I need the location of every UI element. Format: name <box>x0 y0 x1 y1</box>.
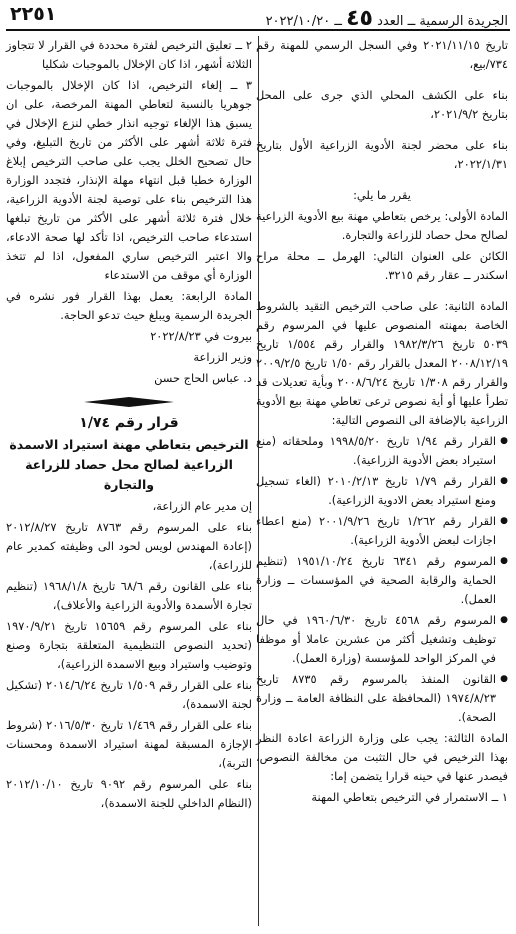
signature-block <box>6 327 252 388</box>
article-one: المادة الأولى: يرخص بتعاطي مهنة بيع الأدوية الزراعية لصالح محل حصاد للزراعة والتجارة. <box>256 209 508 242</box>
page-header <box>0 0 516 30</box>
signature-name: د. عباس الحاج حسن <box>154 371 252 385</box>
paragraph: بناء على محضر لجنة الأدوية الزراعية الأول بتاريخ ٢٠٢٢/١/٣١، <box>256 138 508 171</box>
article-four: المادة الرابعة: يعمل بهذا القرار فور نشره في الجريدة الرسمية ويبلغ حيث تدعو الحاجة. <box>6 289 252 322</box>
article-two: المادة الثانية: على صاحب الترخيص التقيد بالشروط الخاصة بمهنته المنصوص عليها في المرسوم رقم ٥٠٣٩ تاريخ ١٩٨٢/٣/٢٦ والقرار رقم ١/٥٥٤ تاريخ ٢٠٠٨/١٢/١٩ المعدل بالقرار رقم ١/٥٠ تاريخ ٢٠٠٩/٢/٥ والقرار رقم ١/٣٠٨ تاريخ ٢٠٠٨/٦/٢٤ وبأية تعديلات قد تطرأ عليها أو أية نصوص ترعى تعاطي مهنة بيع الأدوية الزراعية بالإضافة الى النصوص التالية: <box>256 299 508 427</box>
list-item: ● القرار رقم ١/٩٤ تاريخ ١٩٩٨/٥/٢٠ وملحقاته (منع استيراد بعض الأدوية الزراعية). <box>256 432 508 470</box>
issue-number: ٤٥ <box>346 6 373 31</box>
paragraph: بناء على القانون رقم ٦٨/٦ تاريخ ١٩٦٨/١/٨ (تنظيم تجارة الأسمدة والأدوية الزراعية والأعلاف)، <box>6 579 252 612</box>
page-number: ٢٢٥١ <box>10 3 57 25</box>
decision-number: قرار رقم ١/٧٤ <box>79 415 179 431</box>
divider-ornament <box>84 397 174 407</box>
decides-line: يقرر ما يلي: <box>353 188 411 202</box>
list-item: ● القرار رقم ١/٧٩ تاريخ ٢٠١٠/٢/١٣ (الغاء تسجيل ومنع استيراد بعض الادوية الزراعية). <box>256 472 508 510</box>
signature-date: بيروت في ٢٠٢٢/٨/٢٣ <box>150 329 252 343</box>
article-three: المادة الثالثة: يجب على وزارة الزراعة اعادة النظر بهذا الترخيص في حال التثبت من مخالفة النصوص، فيصدر عنها في حينه قرارا يتضمن إما: <box>256 731 508 783</box>
paragraph: بناء على القرار رقم ١/٥٠٩ تاريخ ٢٠١٤/٦/٢٤ (تشكيل لجنة الاسمدة)، <box>6 678 252 711</box>
list-item: ● المرسوم رقم ٤٥٦٨ تاريخ ١٩٦٠/٦/٣٠ في حال توظيف وتشغيل أكثر من عشرين عاملا أو موظفا في المركز الواحد للمؤسسة (وزارة العمل). <box>256 611 508 668</box>
list-item: ● القرار رقم ١/٢٦٢ تاريخ ٢٠٠١/٩/٢٦ (منع اعطاء اجازات لبعض الأدوية الزراعية). <box>256 512 508 550</box>
left-column <box>6 36 252 815</box>
section-divider <box>6 394 252 410</box>
paragraph: ٣ ــ إلغاء الترخيص، اذا كان الإخلال بالموجبات جوهريا بالنسبة لتعاطي المهنة المرخصة، على ان يسبق هذا الإلغاء توجيه انذار خطي لنزع الإخلال في فترة ثلاثة أشهر على الأكثر من تاريخ التبليغ، وفي حال تصحيح الخلل يجب على صاحب الترخيص إبلاغ الوزارة خطيا قبل انتهاء مهلة الإنذار، فتجدد الوزارة هذا الترخيص بناء على توصية لجنة الأدوية الزراعية، خلال فترة ثلاثة أشهر على الأكثر من تاريخ تبلغها استدعاء صاحب الترخيص، اذا تأكد لها صحة الادعاء، والا اعتبر الترخيص ساري المفعول، اذا لم تتخذ الوزارة أي موقف من الاستدعاء <box>6 78 252 282</box>
paragraph: بناء على المرسوم رقم ٨٧٦٣ تاريخ ٢٠١٢/٨/٢٧ (إعادة المهندس لويس لحود الى وظيفته كمدير عام للزراعة)، <box>6 520 252 572</box>
paragraph: تاريخ ٢٠٢١/١١/١٥ وفي السجل الرسمي للمهنة رقم ٧٣٤/بيع، <box>256 38 508 71</box>
journal-title <box>266 6 508 31</box>
list-item: ● القانون المنفذ بالمرسوم رقم ٨٧٣٥ تاريخ ١٩٧٤/٨/٢٣ (المحافظة على النظافة العامة ــ وزارة الصحة). <box>256 670 508 727</box>
paragraph: إن مدير عام الزراعة، <box>152 499 252 513</box>
address: الكائن على العنوان التالي: الهرمل ــ محلة مراح اسكندر ــ عقار رقم ٣٢١٥. <box>256 249 508 282</box>
list-item: ● المرسوم رقم ٦٣٤١ تاريخ ١٩٥١/١٠/٢٤ (تنظيم الحماية والرقابة الصحية في المؤسسات ــ وزارة العمل). <box>256 552 508 609</box>
paragraph: بناء على القرار رقم ١/٤٦٩ تاريخ ٢٠١٦/٥/٣٠ (شروط الإجازة المسبقة لمهنة استيراد الاسمدة ومحسنات التربة)، <box>6 718 252 770</box>
journal-name: الجريدة الرسمية ــ العدد <box>377 14 508 29</box>
paragraph: بناء على المرسوم رقم ١٥٦٥٩ تاريخ ١٩٧٠/٩/٢١ (تحديد النصوص التنظيمية المتعلقة بتجارة وصنع وتوضيب واستيراد وبيع الاسمدة الزراعية)، <box>6 619 253 671</box>
paragraph: ١ ــ الاستمرار في الترخيص بتعاطي المهنة <box>311 790 508 804</box>
paragraph: بناء على الكشف المحلي الذي جرى على المحل بتاريخ ٢٠٢١/٩/٢، <box>256 88 508 121</box>
decision-title: الترخيص بتعاطي مهنة استيراد الاسمدة الزراعية لصالح محل حصاد للزراعة والتجارة <box>9 437 249 492</box>
header-rule <box>6 29 510 31</box>
right-column <box>256 36 508 809</box>
paragraph: ٢ ــ تعليق الترخيص لفترة محددة في القرار لا تتجاوز الثلاثة أشهر، اذا كان الإخلال بالموجبات شكليا <box>6 38 252 71</box>
signature-title: وزير الزراعة <box>193 350 252 364</box>
paragraph: بناء على المرسوم رقم ٩٠٩٢ تاريخ ٢٠١٢/١٠/١٠ (النظام الداخلي للجنة الاسمدة)، <box>6 777 253 810</box>
issue-date: ــ ٢٠٢٢/١٠/٢٠ <box>265 14 342 29</box>
